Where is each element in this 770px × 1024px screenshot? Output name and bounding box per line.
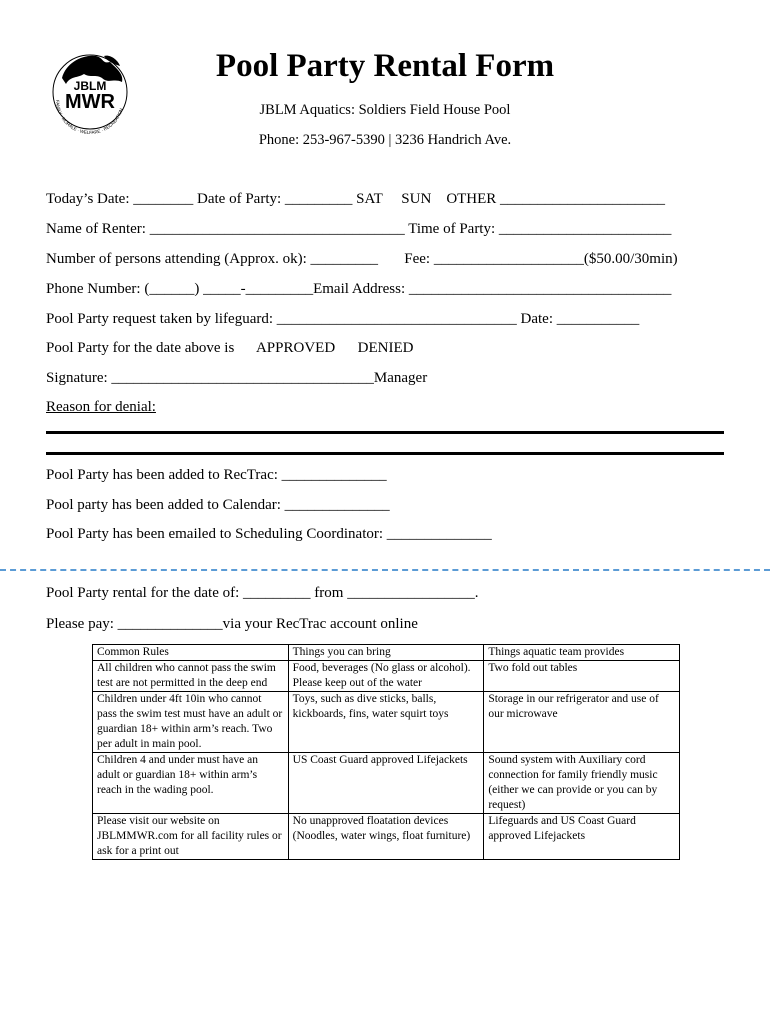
table-cell: Children under 4ft 10in who cannot pass the swim test must have an adult or guardian 18+ within arm’s reach. Two per adult in main pool. xyxy=(93,692,289,753)
coordinator-line: Pool Party has been emailed to Scheduling Coordinator: ______________ xyxy=(46,526,492,542)
lifeguard-line: Pool Party request taken by lifeguard: ________________________________ Date: ___________ xyxy=(46,311,640,327)
rental-date-line: Pool Party rental for the date of: _________ from _________________. xyxy=(46,585,479,601)
calendar-line: Pool party has been added to Calendar: ______________ xyxy=(46,497,390,513)
table-header-row xyxy=(93,645,680,661)
table-cell: Storage in our refrigerator and use of our microwave xyxy=(484,692,680,753)
table-row xyxy=(93,753,680,814)
table-cell: US Coast Guard approved Lifejackets xyxy=(288,753,484,814)
rules-table xyxy=(92,644,680,860)
table-cell: Sound system with Auxiliary cord connection for family friendly music (either we can provide or you can by request) xyxy=(484,753,680,814)
approval-line: Pool Party for the date above is APPROVED DENIED xyxy=(46,340,414,356)
contact-info: Phone: 253-967-5390 | 3236 Handrich Ave. xyxy=(258,132,512,148)
table-header: Things you can bring xyxy=(288,645,484,661)
divider xyxy=(46,431,724,434)
divider xyxy=(46,452,724,455)
logo-main-text: MWR xyxy=(65,91,115,113)
table-header: Common Rules xyxy=(93,645,289,661)
renter-line: Name of Renter: __________________________________ Time of Party: _______________________ xyxy=(46,221,672,237)
date-line: Today’s Date: ________ Date of Party: _________ SAT SUN OTHER ______________________ xyxy=(46,191,666,207)
signature-line: Signature: ___________________________________Manager xyxy=(46,370,428,386)
table-row xyxy=(93,814,680,860)
table-cell: All children who cannot pass the swim test are not permitted in the deep end xyxy=(93,661,289,692)
table-cell: Toys, such as dive sticks, balls, kickboards, fins, water squirt toys xyxy=(288,692,484,753)
logo-ring-text: FAMILY · MORALE · WELFARE · RECREATION xyxy=(54,99,124,136)
table-cell: Food, beverages (No glass or alcohol). Please keep out of the water xyxy=(288,661,484,692)
table-row xyxy=(93,661,680,692)
subtitle: JBLM Aquatics: Soldiers Field House Pool xyxy=(259,102,511,118)
table-cell: No unapproved floatation devices (Noodles, water wings, float furniture) xyxy=(288,814,484,860)
denial-reason-label: Reason for denial: xyxy=(46,399,156,415)
table-cell: Children 4 and under must have an adult or guardian 18+ within arm’s reach in the wading pool. xyxy=(93,753,289,814)
logo-top-text: JBLM xyxy=(73,79,107,93)
table-row xyxy=(93,692,680,753)
rectrac-line: Pool Party has been added to RecTrac: ______________ xyxy=(46,467,387,483)
page-title: Pool Party Rental Form xyxy=(215,48,555,84)
persons-fee-line: Number of persons attending (Approx. ok): _________ Fee: ____________________($50.00/30min) xyxy=(46,251,678,267)
table-cell: Two fold out tables xyxy=(484,661,680,692)
table-cell: Please visit our website on JBLMMWR.com for all facility rules or ask for a print out xyxy=(93,814,289,860)
table-cell: Lifeguards and US Coast Guard approved Lifejackets xyxy=(484,814,680,860)
payment-line: Please pay: ______________via your RecTrac account online xyxy=(46,616,418,632)
table-header: Things aquatic team provides xyxy=(484,645,680,661)
tear-off-line xyxy=(0,569,770,571)
phone-email-line: Phone Number: (______) _____-_________Email Address: ___________________________________ xyxy=(46,281,672,297)
